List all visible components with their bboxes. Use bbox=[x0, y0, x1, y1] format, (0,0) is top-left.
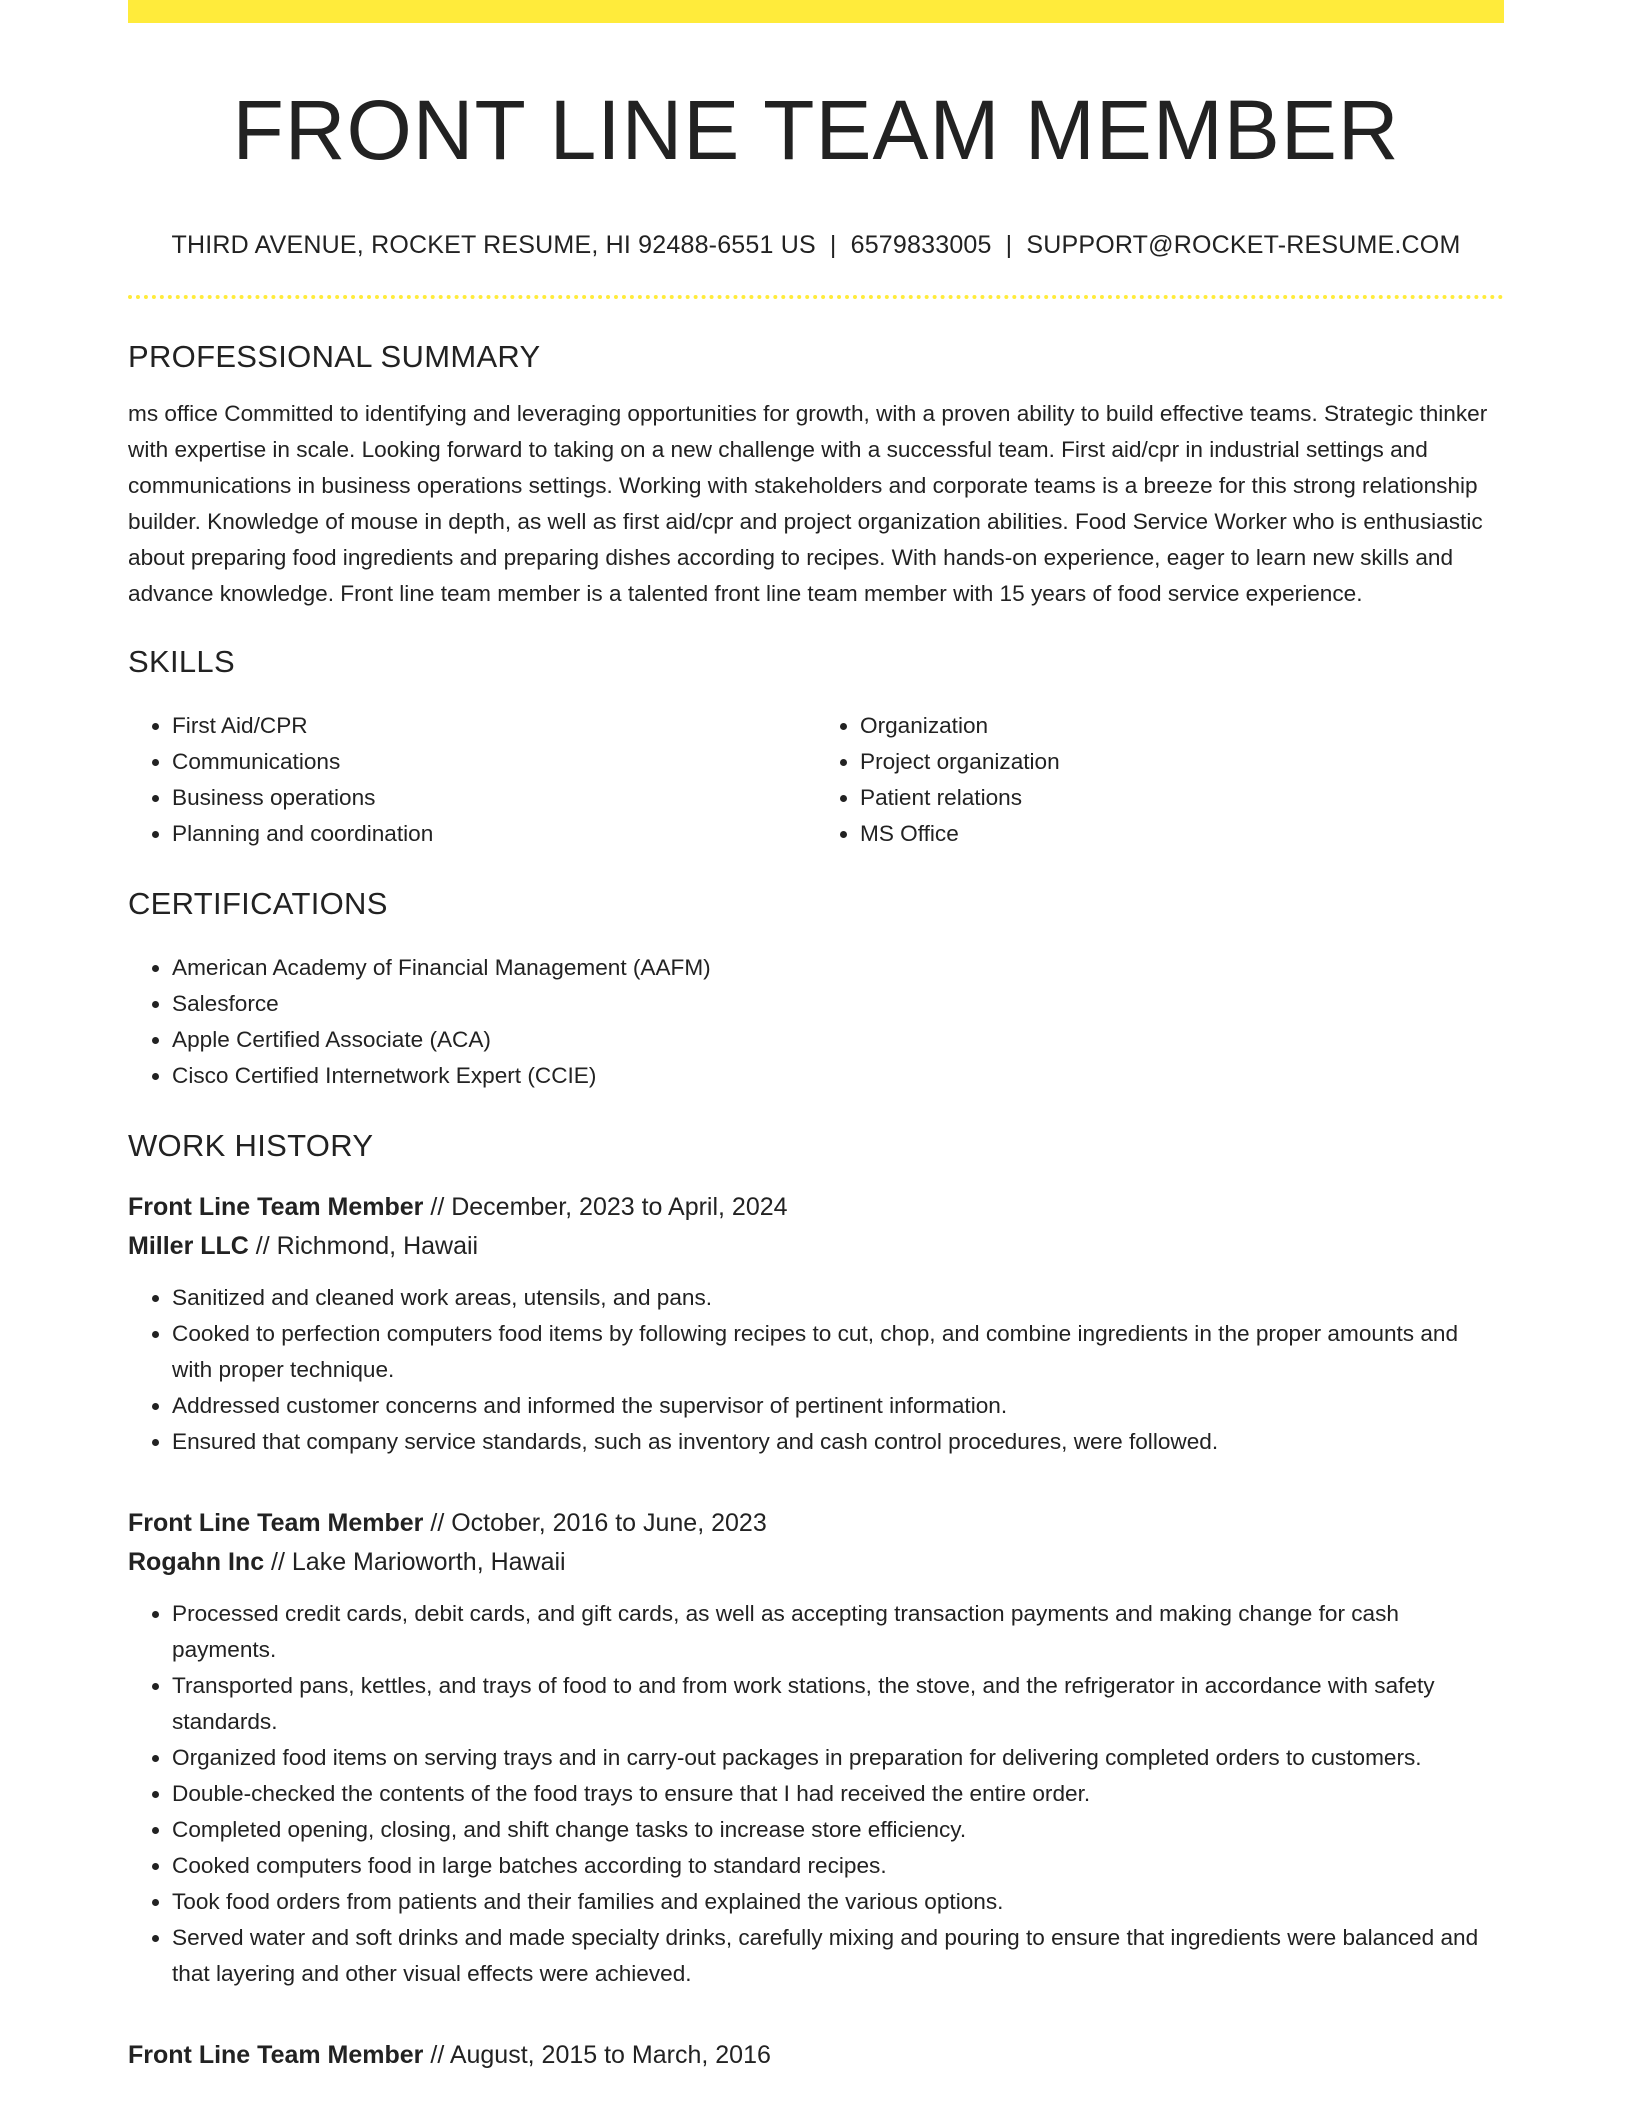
summary-heading: PROFESSIONAL SUMMARY bbox=[128, 339, 541, 374]
contact-address: THIRD AVENUE, ROCKET RESUME, HI 92488-6551 US bbox=[171, 231, 816, 259]
job-title: Front Line Team Member bbox=[128, 2041, 424, 2069]
job-title: Front Line Team Member bbox=[128, 1193, 424, 1221]
job-duty-item: • Organized food items on serving trays and in carry-out packages in preparation for delivering completed orders to customers. bbox=[172, 1740, 1504, 1776]
job-duty-item: • Addressed customer concerns and informed the supervisor of pertinent information. bbox=[172, 1388, 1504, 1424]
job-duty-item: • Ensured that company service standards, such as inventory and cash control procedures, were followed. bbox=[172, 1424, 1504, 1460]
contact-line bbox=[128, 229, 1504, 261]
job-company-line bbox=[128, 1543, 1504, 1582]
contact-separator: | bbox=[829, 231, 837, 259]
certifications-heading: CERTIFICATIONS bbox=[128, 886, 388, 921]
job-entry bbox=[128, 2036, 1504, 2075]
job-duty-item: • Sanitized and cleaned work areas, utensils, and pans. bbox=[172, 1280, 1504, 1316]
skill-item: • Planning and coordination bbox=[172, 816, 816, 852]
job-duty-item: • Completed opening, closing, and shift change tasks to increase store efficiency. bbox=[172, 1812, 1504, 1848]
certification-item: • Cisco Certified Internetwork Expert (CCIE) bbox=[172, 1058, 1504, 1094]
job-title-line bbox=[128, 2036, 1504, 2075]
job-title-line bbox=[128, 1188, 1504, 1227]
job-company: Miller LLC bbox=[128, 1232, 249, 1260]
job-duty-item: • Cooked to perfection computers food items by following recipes to cut, chop, and combine ingredients in the proper amounts and with proper technique. bbox=[172, 1316, 1504, 1388]
certification-item: • Apple Certified Associate (ACA) bbox=[172, 1022, 1504, 1058]
dotted-divider bbox=[128, 295, 1504, 299]
skill-item: • Project organization bbox=[860, 744, 1504, 780]
skills-list-right bbox=[816, 708, 1504, 852]
skill-item: • Organization bbox=[860, 708, 1504, 744]
job-location: // Richmond, Hawaii bbox=[248, 1232, 479, 1260]
contact-separator: | bbox=[1005, 231, 1013, 259]
skills-grid bbox=[128, 708, 1504, 852]
job-duties-list bbox=[128, 1280, 1504, 1460]
job-title: Front Line Team Member bbox=[128, 1509, 424, 1537]
job-duty-item: • Cooked computers food in large batches according to standard recipes. bbox=[172, 1848, 1504, 1884]
skills-heading: SKILLS bbox=[128, 644, 235, 679]
work-history-heading: WORK HISTORY bbox=[128, 1128, 374, 1163]
skill-item: • First Aid/CPR bbox=[172, 708, 816, 744]
job-duty-item: • Double-checked the contents of the food trays to ensure that I had received the entire order. bbox=[172, 1776, 1504, 1812]
skill-item: • MS Office bbox=[860, 816, 1504, 852]
skill-item: • Patient relations bbox=[860, 780, 1504, 816]
summary-text: ms office Committed to identifying and leveraging opportunities for growth, with a proven ability to build effective teams. Strategic thinker with expertise in scale. Looking forward to taking on a new challenge with a successful team. First aid/cpr in industrial settings and communications in business operations settings. Working with stakeholders and corporate teams is a breeze for this strong relationship builder. Knowledge of mouse in depth, as well as first aid/cpr and project organization abilities. Food Service Worker who is enthusiastic about preparing food ingredients and preparing dishes according to recipes. With hands-on experience, eager to learn new skills and advance knowledge. Front line team member is a talented front line team member with 15 years of food service experience. bbox=[128, 401, 1488, 606]
job-location: // Lake Marioworth, Hawaii bbox=[264, 1548, 566, 1576]
job-duty-item: • Served water and soft drinks and made specialty drinks, carefully mixing and pouring to ensure that ingredients were balanced and that layering and other visual effects were achieved. bbox=[172, 1920, 1504, 1992]
job-title-line bbox=[128, 1504, 1504, 1543]
contact-phone: 6579833005 bbox=[850, 231, 992, 259]
job-duty-item: • Transported pans, kettles, and trays of food to and from work stations, the stove, and the refrigerator in accordance with safety standards. bbox=[172, 1668, 1504, 1740]
job-duty-item: • Took food orders from patients and their families and explained the various options. bbox=[172, 1884, 1504, 1920]
contact-email: SUPPORT@ROCKET-RESUME.COM bbox=[1026, 231, 1461, 259]
job-dates: // October, 2016 to June, 2023 bbox=[423, 1509, 767, 1537]
job-duty-item: • Processed credit cards, debit cards, and gift cards, as well as accepting transaction payments and making change for cash payments. bbox=[172, 1596, 1504, 1668]
skill-item: • Communications bbox=[172, 744, 816, 780]
job-dates: // August, 2015 to March, 2016 bbox=[423, 2041, 771, 2069]
job-company-line bbox=[128, 1227, 1504, 1266]
job-entry bbox=[128, 1504, 1504, 1992]
certification-item: • Salesforce bbox=[172, 986, 1504, 1022]
job-company: Rogahn Inc bbox=[128, 1548, 265, 1576]
resume-content bbox=[128, 0, 1504, 2075]
resume-title: FRONT LINE TEAM MEMBER bbox=[232, 83, 1400, 177]
skill-item: • Business operations bbox=[172, 780, 816, 816]
job-duties-list bbox=[128, 1596, 1504, 1992]
job-entry bbox=[128, 1188, 1504, 1460]
certifications-list bbox=[128, 950, 1504, 1094]
certification-item: • American Academy of Financial Management (AAFM) bbox=[172, 950, 1504, 986]
job-dates: // December, 2023 to April, 2024 bbox=[423, 1193, 788, 1221]
skills-list-left bbox=[128, 708, 816, 852]
